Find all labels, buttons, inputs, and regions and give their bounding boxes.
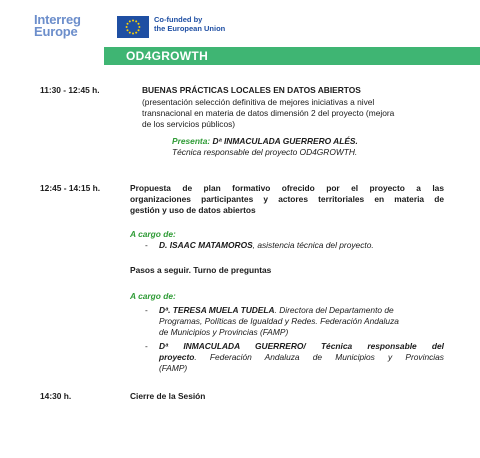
logo-line-europe: Europe <box>34 24 78 39</box>
presenter-1-line3: de Municipios y Provincias (FAMP) <box>159 327 289 337</box>
session-2-title-line2: organizaciones participantes y actores territoriales en materia de <box>130 194 444 204</box>
project-banner-title: OD4GROWTH <box>126 49 209 63</box>
presenter-2-line2: proyecto. Federación Andaluza de Municipios y Provincias <box>159 352 444 362</box>
cargo-1-name: D. ISAAC MATAMOROS <box>159 240 253 250</box>
cargo-1-item <box>159 240 374 251</box>
presenter-2-line1: Dª INMACULADA GUERRERO/ Técnica responsable del <box>159 341 444 351</box>
presenter-1-line1: Dª. TERESA MUELA TUDELA. Directora del Departamento de <box>159 305 394 315</box>
session-2-title-line3: gestión y uso de datos abiertos <box>130 205 256 215</box>
session-1-title: BUENAS PRÁCTICAS LOCALES EN DATOS ABIERTOS <box>142 85 361 95</box>
cargo-label-1: A cargo de: <box>130 229 176 239</box>
time-slot-3: 14:30 h. <box>40 391 72 401</box>
list-dash: - <box>145 240 148 250</box>
time-slot-1: 11:30 - 12:45 h. <box>40 85 100 95</box>
session-1-presenter <box>172 136 358 147</box>
presenter-1-name: Dª. TERESA MUELA TUDELA <box>159 305 275 315</box>
presenta-label: Presenta: <box>172 136 211 146</box>
cargo-label-2: A cargo de: <box>130 291 176 301</box>
pasos-text: Pasos a seguir. Turno de preguntas <box>130 265 272 275</box>
time-slot-2: 12:45 - 14:15 h. <box>40 183 101 193</box>
session-1-desc-line1: (presentación selección definitiva de mejores iniciativas a nivel <box>142 97 375 107</box>
presenter-name: Dª INMACULADA GUERRERO ALÉS. <box>210 136 358 146</box>
presenter-1-line2: Programas, Políticas de Igualdad y Redes. Federación Andaluza <box>159 316 399 326</box>
cargo-1-role: , asistencia técnica del proyecto. <box>252 240 374 250</box>
interreg-europe-logo <box>34 14 104 38</box>
presenter-role: Técnica responsable del proyecto OD4GROWTH. <box>172 147 358 157</box>
logo-line-interreg: Interreg <box>34 12 81 27</box>
eu-cofunded-text: Co-funded by the European Union <box>154 15 226 33</box>
list-dash: - <box>145 341 148 351</box>
list-dash: - <box>145 305 148 315</box>
session-1-desc-line2: transnacional en materia de datos dimensión 2 del proyecto (mejora <box>142 108 395 118</box>
presenter-2-line3: (FAMP) <box>159 363 188 373</box>
session-3-title: Cierre de la Sesión <box>130 391 206 401</box>
eu-flag-icon <box>117 16 149 38</box>
session-2-title-line1: Propuesta de plan formativo ofrecido por el proyecto a las <box>130 183 444 193</box>
session-1-desc-line3: de los servicios públicos) <box>142 119 236 129</box>
